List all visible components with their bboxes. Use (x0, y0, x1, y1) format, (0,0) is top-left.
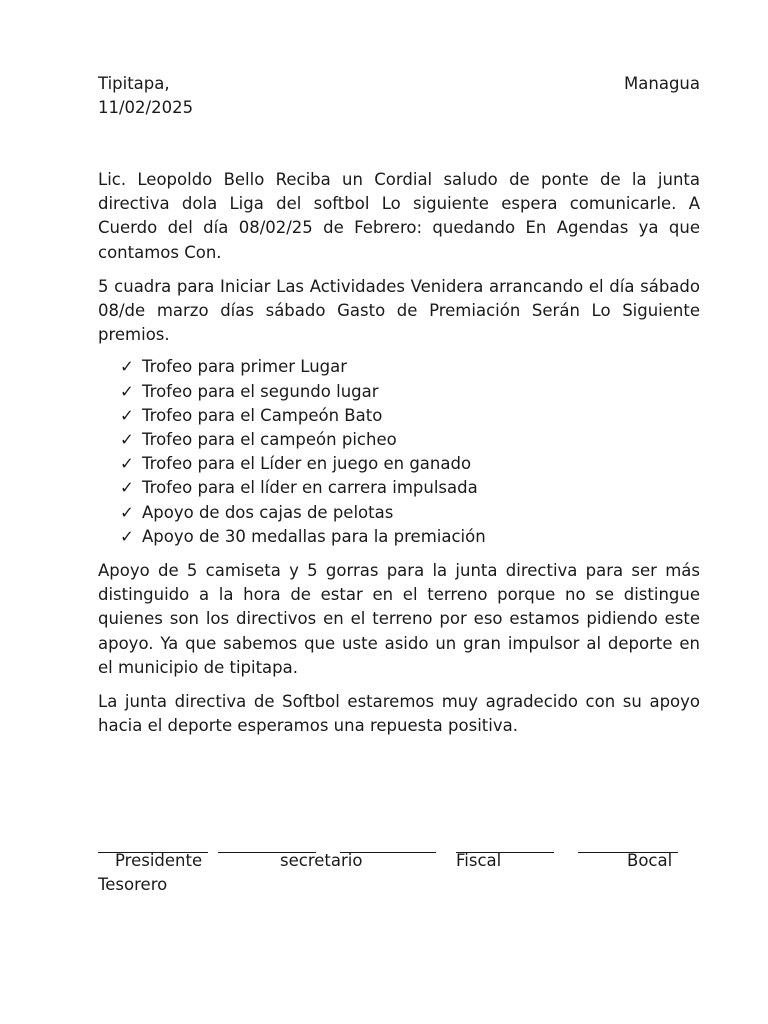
presidente-label: Presidente (115, 851, 203, 870)
letter-date: 11/02/2025 (98, 98, 194, 117)
fiscal-label: Fiscal (456, 851, 502, 870)
list-item: ✓ Trofeo para el líder en carrera impulsada (120, 476, 700, 500)
check-icon: ✓ (120, 405, 134, 425)
check-icon: ✓ (120, 502, 134, 522)
check-icon: ✓ (120, 357, 134, 377)
secretario-label: secretario (280, 851, 363, 870)
list-item: ✓ Trofeo para el segundo lugar (120, 380, 700, 404)
check-icon: ✓ (120, 526, 134, 546)
list-item: ✓ Trofeo para el Campeón Bato (120, 404, 700, 428)
check-icon: ✓ (120, 454, 134, 474)
support-paragraph: Apoyo de 5 camiseta y 5 gorras para la junta directiva para ser más distinguido a la hora de estar en el terreno porque no se distingue quienes son los directivos en el terreno por eso estamos pidiendo este apoyo. Ya que sabemos que uste asido un gran impulsor al deporte en el municipio de tipitapa. (98, 561, 700, 677)
check-icon: ✓ (120, 430, 134, 450)
greeting-paragraph: Lic. Leopoldo Bello Reciba un Cordial saludo de ponte de la junta directiva dola Liga del softbol Lo siguiente espera comunicarle. A Cuerdo del día 08/02/25 de Febrero: quedando En Agendas ya que contamos Con. (98, 170, 700, 262)
department-text: Managua (624, 74, 700, 93)
city-text: Tipitapa, (98, 74, 170, 93)
closing-paragraph: La junta directiva de Softbol estaremos muy agradecido con su apoyo hacia el deporte esperamos una repuesta positiva. (98, 692, 700, 736)
list-item: ✓ Trofeo para el campeón picheo (120, 428, 700, 452)
prize-list (98, 355, 700, 549)
list-item: ✓ Apoyo de 30 medallas para la premiación (120, 525, 700, 549)
letter-header (98, 72, 700, 96)
signature-block (98, 840, 700, 900)
list-item: ✓ Trofeo para primer Lugar (120, 355, 700, 379)
list-item: ✓ Apoyo de dos cajas de pelotas (120, 501, 700, 525)
check-icon: ✓ (120, 478, 134, 498)
activities-paragraph: 5 cuadra para Iniciar Las Actividades Venidera arrancando el día sábado 08/de marzo días sábado Gasto de Premiación Serán Lo Siguiente premios. (98, 276, 700, 345)
letter-page (98, 72, 700, 738)
check-icon: ✓ (120, 381, 134, 401)
tesorero-label: Tesorero (98, 875, 168, 894)
bocal-label: Bocal (627, 851, 673, 870)
list-item: ✓ Trofeo para el Líder en juego en ganado (120, 452, 700, 476)
